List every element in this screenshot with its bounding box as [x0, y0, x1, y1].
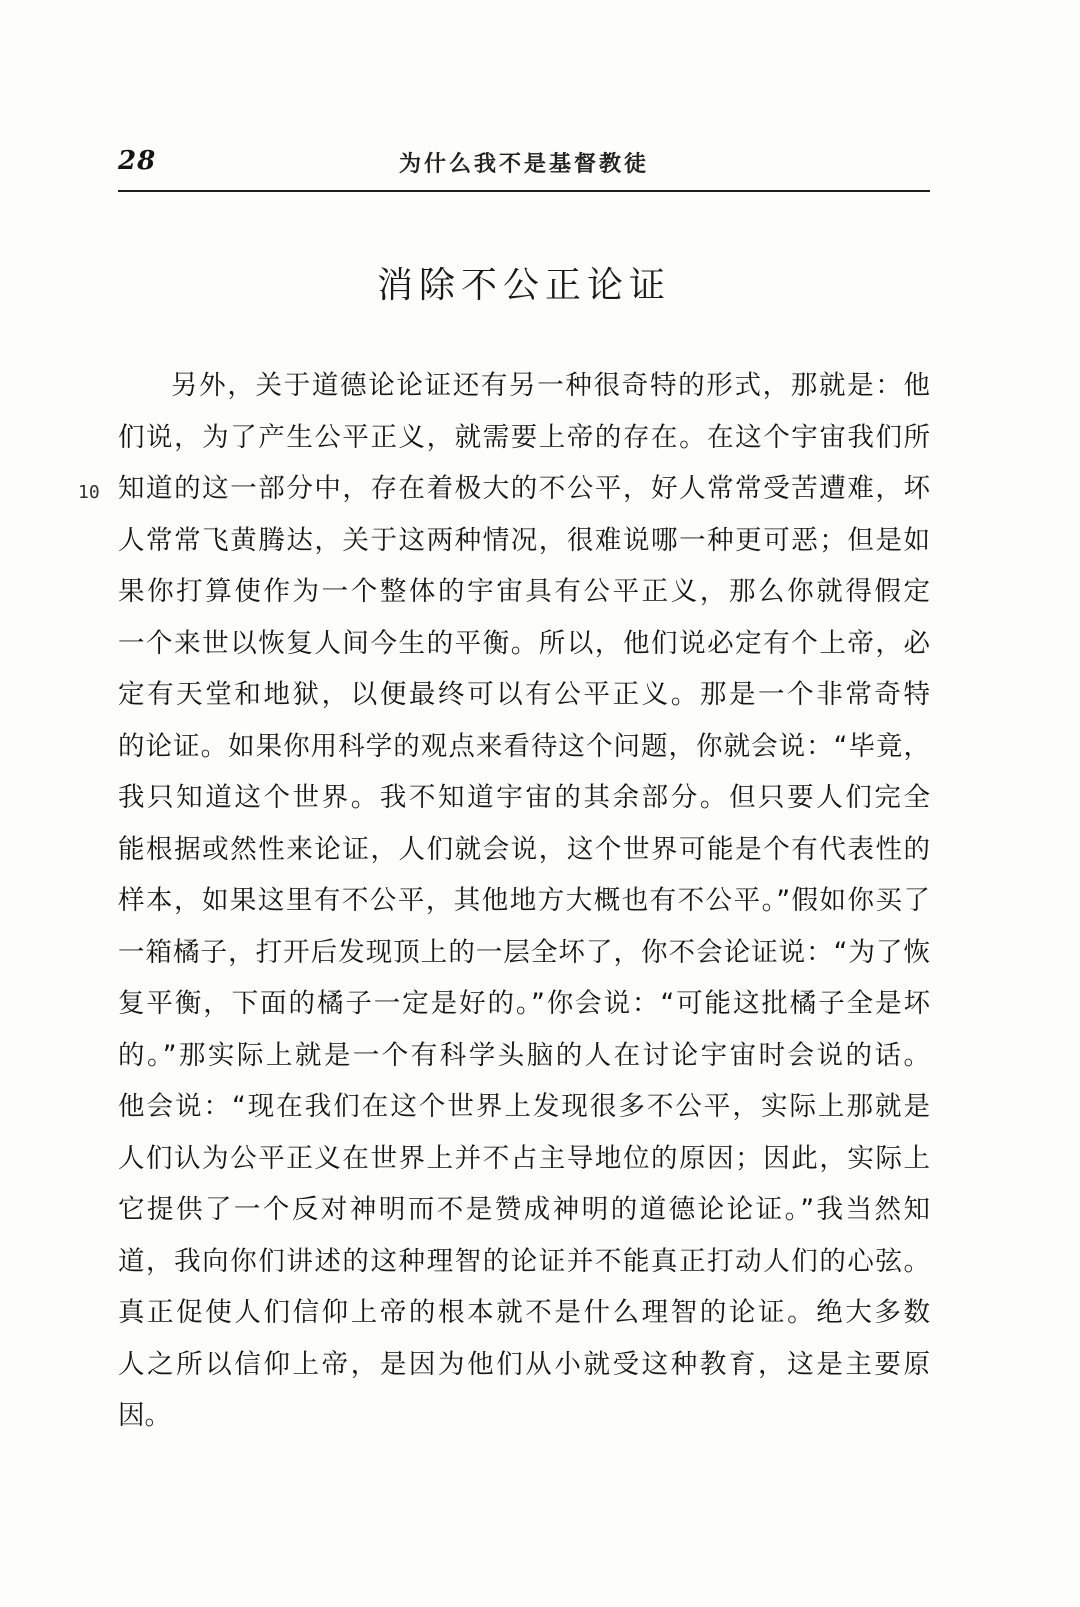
- running-title: 为什么我不是基督教徒: [398, 152, 649, 177]
- body-paragraph: [118, 360, 930, 1442]
- text-line: 一个来世以恢复人间今生的平衡。所以，他们说必定有个上帝，必: [118, 627, 930, 659]
- page-header: [118, 138, 930, 192]
- text-line: 果你打算使作为一个整体的宇宙具有公平正义，那么你就得假定: [118, 576, 930, 607]
- page-number: 28: [118, 146, 157, 176]
- text-line: 我只知道这个世界。我不知道宇宙的其余部分。但只要人们完全: [118, 782, 930, 813]
- text-line: 另外，关于道德论论证还有另一种很奇特的形式，那就是：他: [171, 370, 930, 401]
- text-line: 道，我向你们讲述的这种理智的论证并不能真正打动人们的心弦。: [118, 1245, 930, 1277]
- text-line: 它提供了一个反对神明而不是赞成神明的道德论论证。”我当然知: [118, 1194, 930, 1225]
- line-number-marker: 10: [78, 482, 100, 503]
- text-line: 因。: [118, 1400, 171, 1431]
- section-title: 消除不公正论证: [376, 265, 671, 306]
- text-line: 人们认为公平正义在世界上并不占主导地位的原因；因此，实际上: [118, 1142, 930, 1174]
- text-line: 样本，如果这里有不公平，其他地方大概也有不公平。”假如你买了: [118, 885, 930, 916]
- text-line: 真正促使人们信仰上帝的根本就不是什么理智的论证。绝大多数: [118, 1297, 930, 1328]
- text-line: 复平衡，下面的橘子一定是好的。”你会说：“可能这批橘子全是坏: [118, 988, 930, 1019]
- text-line: 人常常飞黄腾达，关于这两种情况，很难说哪一种更可恶；但是如: [118, 524, 930, 556]
- text-line: 定有天堂和地狱，以便最终可以有公平正义。那是一个非常奇特: [118, 679, 930, 710]
- text-line: 能根据或然性来论证，人们就会说，这个世界可能是个有代表性的: [118, 833, 930, 865]
- text-line: 人之所以信仰上帝，是因为他们从小就受这种教育，这是主要原: [118, 1348, 930, 1380]
- text-line: 一箱橘子，打开后发现顶上的一层全坏了，你不会论证说：“为了恢: [118, 936, 930, 968]
- text-line: 的。”那实际上就是一个有科学头脑的人在讨论宇宙时会说的话。: [118, 1039, 930, 1071]
- text-line: 们说，为了产生公平正义，就需要上帝的存在。在这个宇宙我们所: [118, 421, 930, 453]
- text-line: 他会说：“现在我们在这个世界上发现很多不公平，实际上那就是: [118, 1091, 930, 1122]
- text-line: 知道的这一部分中，存在着极大的不公平，好人常常受苦遭难，坏: [118, 473, 930, 504]
- text-line: 的论证。如果你用科学的观点来看待这个问题，你就会说：“毕竟，: [118, 730, 930, 762]
